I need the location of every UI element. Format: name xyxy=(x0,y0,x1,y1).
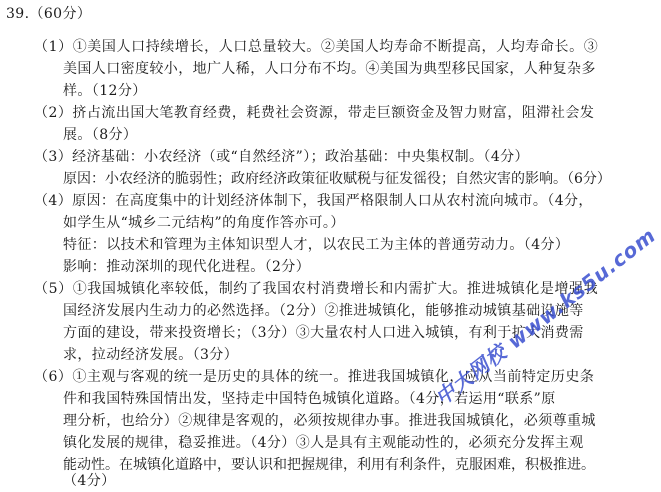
answer-line-13: 国经济发展内生动力的必然选择。（2分）②推进城镇化，能够推动城镇基础设施等 xyxy=(63,303,584,319)
answer-line-10: 特征：以技术和管理为主体知识型人才，以农民工为主体的普通劳动力。（4分） xyxy=(63,237,570,253)
answer-line-20: 能动性。在城镇化道路中，要认识和把握规律，利用有利条件，克服困难，积极推进。 xyxy=(63,457,595,473)
answer-line-2: 美国人口密度较小，地广人稀，人口分布不均。④美国为典型移民国家，人种复杂多 xyxy=(63,61,596,77)
answer-line-8: （4）原因：在高度集中的计划经济体制下，我国严格限制人口从农村流向城市。（4分， xyxy=(34,193,593,209)
answer-line-9: 如学生从“城乡二元结构”的角度作答亦可。） xyxy=(63,215,345,231)
answer-line-6: （3）经济基础：小农经济（或“自然经济”）；政治基础：中央集权制。（4分） xyxy=(34,149,529,165)
question-number: 39.（60分） xyxy=(6,6,92,22)
answer-line-16: （6）①主观与客观的统一是历史的具体的统一。推进我国城镇化，应从当前特定历史条 xyxy=(34,369,595,385)
watermark: 中大网校 www.ks5u.com xyxy=(430,223,661,411)
answer-line-18: 理分析，也给分）②规律是客观的，必须按规律办事。推进我国城镇化，必须尊重城 xyxy=(63,413,596,429)
answer-line-14: 方面的建设，带来投资增长；（3分）③大量农村人口进入城镇，有利于扩大消费需 xyxy=(63,325,584,341)
answer-line-3: 样。（12分） xyxy=(63,83,147,99)
answer-line-7: 原因：小农经济的脆弱性；政府经济政策征收赋税与征发徭役；自然灾害的影响。（6分） xyxy=(63,171,611,187)
answer-line-21: （4分） xyxy=(63,473,116,489)
answer-line-11: 影响：推动深圳的现代化进程。（2分） xyxy=(63,259,311,275)
answer-line-12: （5）①我国城镇化率较低，制约了我国农村消费增长和内需扩大。推进城镇化是增强我 xyxy=(34,281,599,297)
answer-line-15: 求，拉动经济发展。（3分） xyxy=(63,347,239,363)
answer-line-5: 展。（8分） xyxy=(63,127,138,143)
answer-line-17: 件和我国特殊国情出发，坚持走中国特色城镇化道路。（4分，若运用“联系”原 xyxy=(63,391,556,407)
answer-line-19: 镇化发展的规律，稳妥推进。（4分）③人是具有主观能动性的，必须充分发挥主观 xyxy=(63,435,584,451)
answer-line-1: （1）①美国人口持续增长，人口总量较大。②美国人均寿命不断提高，人均寿命长。③ xyxy=(34,39,599,55)
answer-line-4: （2）挤占流出国大笔教育经费，耗费社会资源，带走巨额资金及智力财富，阻滞社会发 xyxy=(34,105,595,121)
